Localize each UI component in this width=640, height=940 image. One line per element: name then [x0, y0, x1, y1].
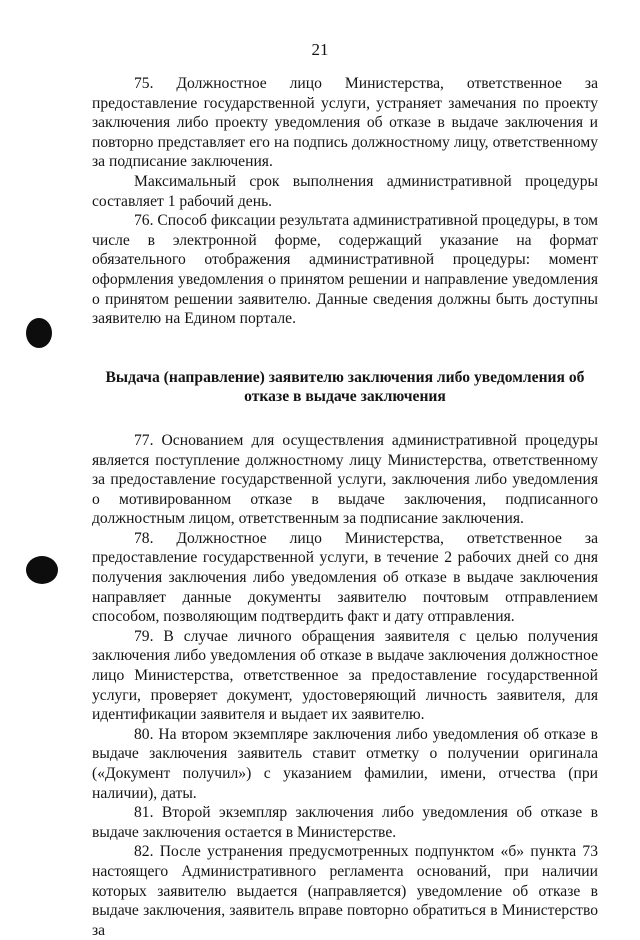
document-body: [92, 74, 598, 940]
paragraph-76: 76. Способ фиксации результата административной процедуры, в том числе в электронной форме, содержащий указание на формат обязательного отображения административной процедуры: момент оформления уведомления о принятом решении и направление уведомления о принятом решении заявителю. Данные сведения должны быть доступны заявителю на Едином портале.: [92, 212, 598, 328]
punch-hole-bottom: [26, 556, 58, 584]
paragraph-82: 82. После устранения предусмотренных подпунктом «б» пункта 73 настоящего Административного регламента оснований, при наличии которых заявителю выдается (направляется) уведомление об отказе в выдаче заключения, заявитель вправе повторно обратиться в Министерство за: [92, 843, 598, 939]
paragraph-75: 75. Должностное лицо Министерства, ответственное за предоставление государственной услуги, устраняет замечания по проекту заключения либо проекту уведомления об отказе в выдаче заключения и повторно представляет его на подпись должностному лицу, ответственному за подписание заключения.: [92, 75, 598, 171]
paragraph-79: 79. В случае личного обращения заявителя с целью получения заключения либо уведомления об отказе в выдаче заключения должностное лицо Министерства, ответственное за предоставление государственной услуги, проверяет документ, удостоверяющий личность заявителя, для идентификации заявителя и выдает их заявителю.: [92, 627, 598, 724]
punch-hole-top: [26, 318, 52, 348]
paragraph-78: 78. Должностное лицо Министерства, ответственное за предоставление государственной услуги, в течение 2 рабочих дней со дня получения заключения либо уведомления об отказе в выдаче заключения направляет данные документы заявителю почтовым отправлением способом, позволяющим подтвердить факт и дату отправления.: [92, 529, 598, 626]
page-number: 21: [311, 40, 329, 59]
paragraph-80: 80. На втором экземпляре заключения либо уведомления об отказе в выдаче заключения заявитель ставит отметку о получении оригинала («Документ получил») с указанием фамилии, имени, отчества (при наличии), даты.: [92, 725, 598, 802]
paragraph-max-term: Максимальный срок выполнения административной процедуры составляет 1 рабочий день.: [92, 172, 598, 210]
section-heading: Выдача (направление) заявителю заключения либо уведомления об отказе в выдаче заключения: [105, 368, 585, 406]
paragraph-81: 81. Второй экземпляр заключения либо уведомления об отказе в выдаче заключения остается в Министерстве.: [92, 804, 598, 841]
paragraph-77: 77. Основанием для осуществления административной процедуры является поступление должностному лицу Министерства, ответственному за предоставление государственной услуги, заключения либо уведомления о мотивированном отказе в выдаче заключения, подписанного должностным лицом, ответственным за подписание заключения.: [92, 431, 598, 528]
